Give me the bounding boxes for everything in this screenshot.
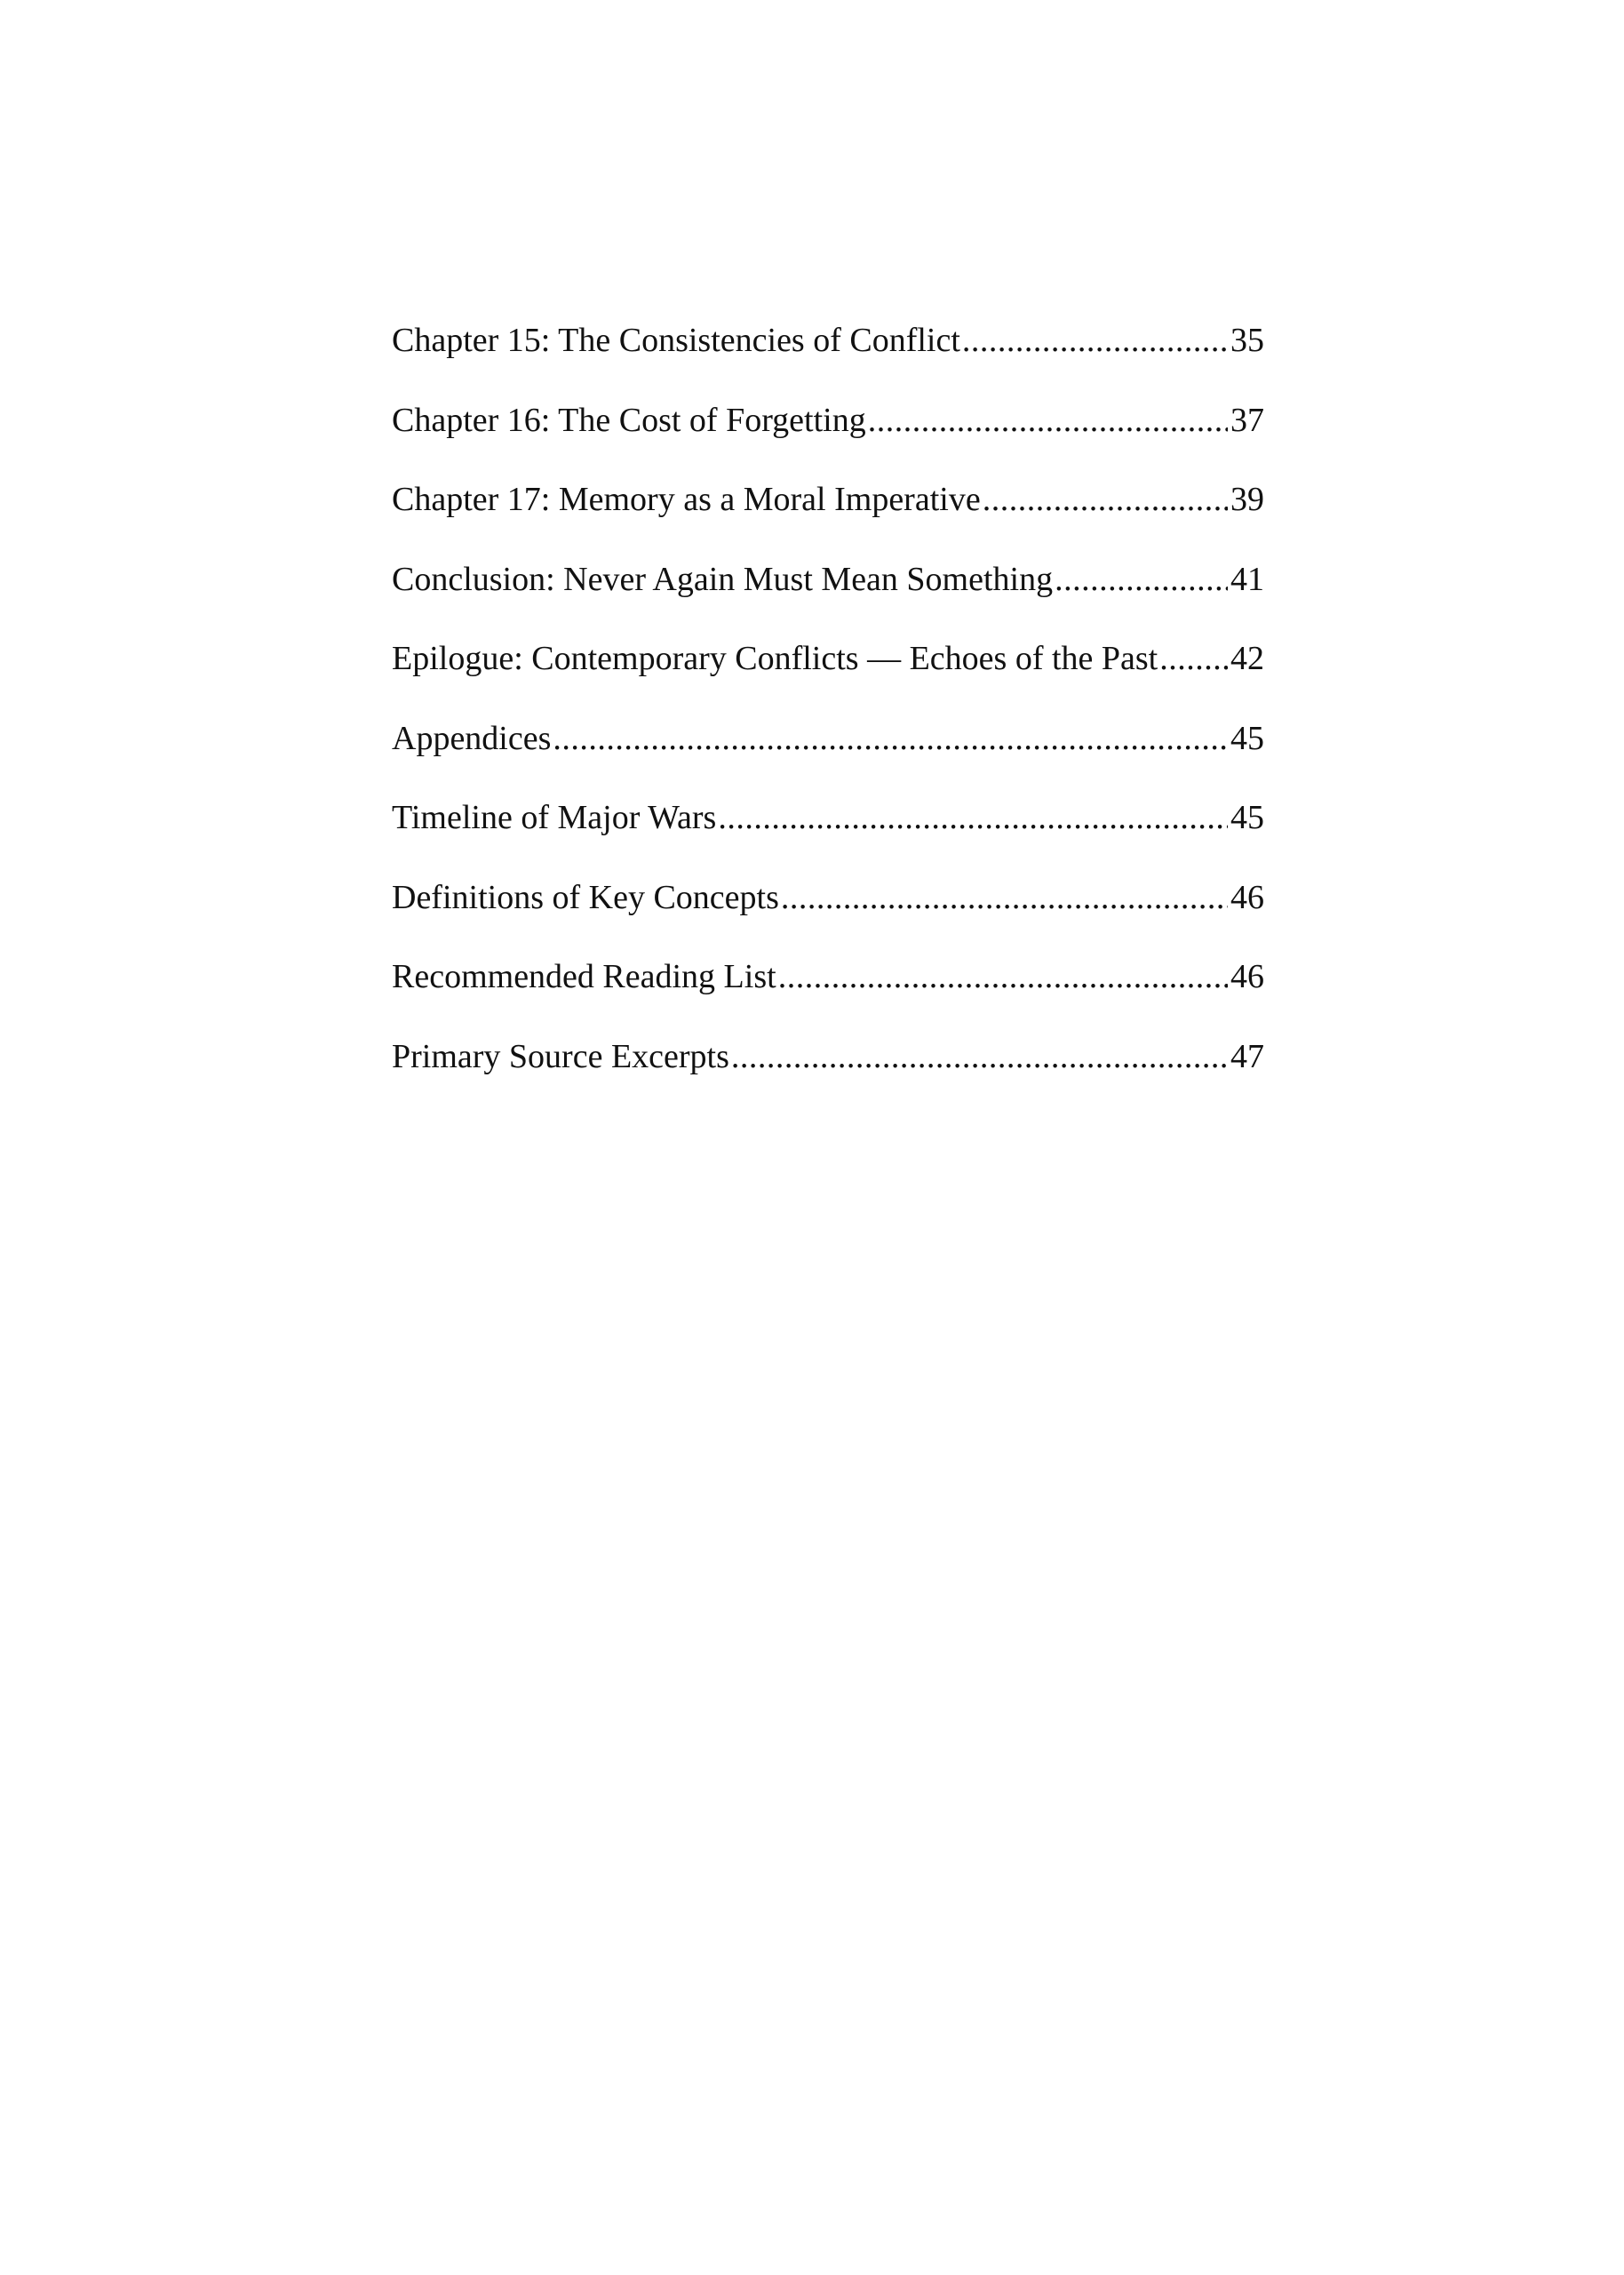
- toc-entry-reading-list[interactable]: [392, 960, 1264, 1040]
- toc-entry-page-number: 42: [1230, 640, 1264, 677]
- dot-leader: [778, 960, 1228, 994]
- toc-entry-primary-sources[interactable]: [392, 1037, 1264, 1120]
- toc-entry-epilogue[interactable]: [392, 642, 1264, 722]
- toc-entry-title: Chapter 15: The Consistencies of Conflict: [392, 322, 960, 359]
- toc-entry-title: Definitions of Key Concepts: [392, 878, 779, 916]
- toc-entry-page-number: 37: [1230, 401, 1264, 439]
- toc-entry-page-number: 39: [1230, 481, 1264, 518]
- toc-entry-page-number: 46: [1230, 878, 1264, 916]
- toc-entry-page-number: 46: [1230, 958, 1264, 995]
- toc-entry-conclusion[interactable]: [392, 560, 1264, 643]
- dot-leader: [781, 881, 1228, 914]
- toc-entry-title: Recommended Reading List: [392, 958, 776, 995]
- table-of-contents: [392, 323, 1264, 1119]
- dot-leader: [983, 483, 1228, 516]
- toc-entry-title: Chapter 17: Memory as a Moral Imperative: [392, 481, 981, 518]
- toc-entry-page-number: 45: [1230, 799, 1264, 836]
- dot-leader: [1159, 642, 1228, 675]
- toc-entry-chapter-16[interactable]: [392, 403, 1264, 483]
- toc-entry-chapter-17[interactable]: [392, 483, 1264, 563]
- toc-entry-title: Epilogue: Contemporary Conflicts — Echoes of the Past: [392, 640, 1158, 677]
- toc-entry-title: Primary Source Excerpts: [392, 1037, 729, 1075]
- toc-entry-page-number: 35: [1230, 322, 1264, 359]
- toc-entry-title: Appendices: [392, 719, 552, 757]
- toc-entry-definitions[interactable]: [392, 878, 1264, 961]
- toc-entry-chapter-15[interactable]: [392, 323, 1264, 403]
- dot-leader: [868, 403, 1228, 437]
- toc-entry-timeline[interactable]: [392, 801, 1264, 881]
- toc-entry-title: Timeline of Major Wars: [392, 799, 717, 836]
- dot-leader: [553, 722, 1228, 755]
- dot-leader: [962, 323, 1228, 357]
- toc-entry-page-number: 45: [1230, 719, 1264, 757]
- dot-leader: [1055, 563, 1228, 596]
- toc-entry-title: Conclusion: Never Again Must Mean Something: [392, 560, 1054, 598]
- toc-entry-page-number: 41: [1230, 560, 1264, 598]
- toc-entry-appendices[interactable]: [392, 719, 1264, 802]
- dot-leader: [718, 801, 1228, 834]
- dot-leader: [731, 1040, 1228, 1074]
- toc-entry-title: Chapter 16: The Cost of Forgetting: [392, 401, 866, 439]
- toc-entry-page-number: 47: [1230, 1037, 1264, 1075]
